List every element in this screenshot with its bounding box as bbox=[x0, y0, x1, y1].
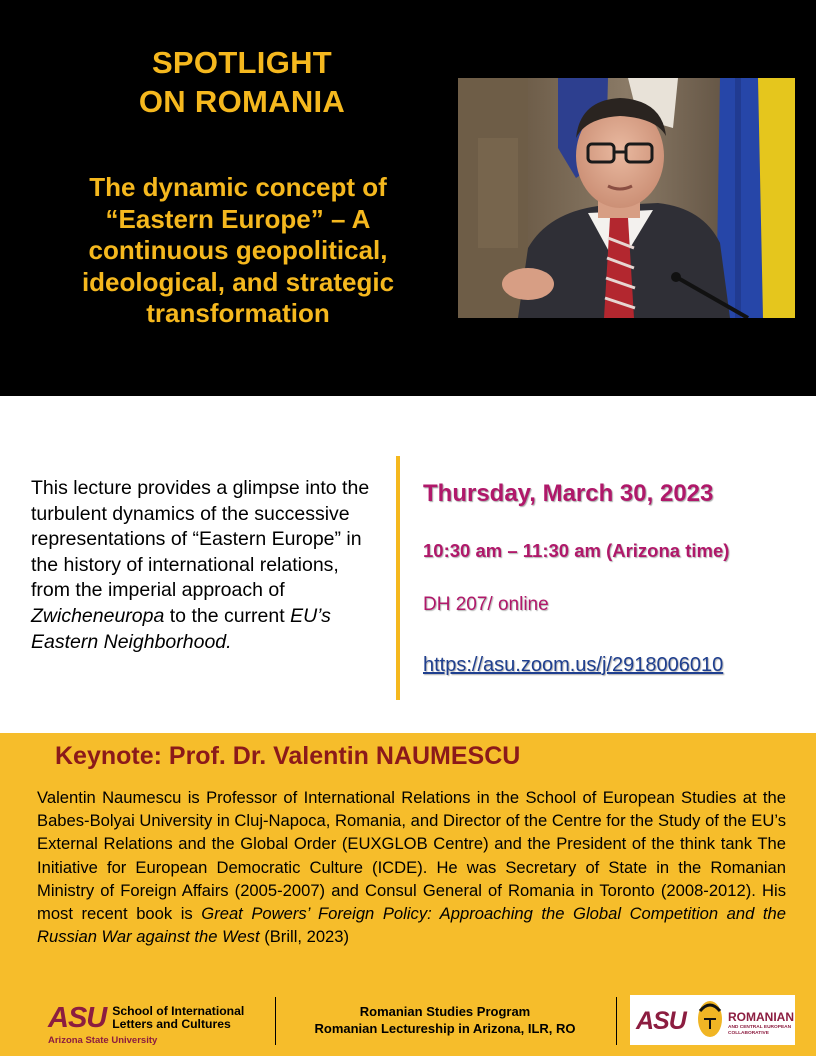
speaker-photo bbox=[458, 78, 795, 318]
spotlight-line-1: SPOTLIGHT bbox=[151, 45, 333, 80]
event-location: DH 207/ online bbox=[423, 594, 549, 615]
footer-divider bbox=[275, 997, 276, 1045]
book-title: Great Powers’ Foreign Policy: Approaching the Global Competition and the Russian War against the West bbox=[37, 904, 786, 947]
event-time: 10:30 am – 11:30 am (Arizona time) bbox=[423, 540, 730, 561]
asu-silc-logo bbox=[48, 1003, 244, 1033]
asu-logo-mark: ASU bbox=[48, 1002, 107, 1034]
rom-logo-subtitle: AND CENTRAL EUROPEAN COLLABORATIVE bbox=[728, 1025, 792, 1036]
book-suffix: (Brill, 2023) bbox=[259, 927, 350, 947]
lecture-title-line: “Eastern Europe” – A bbox=[105, 203, 371, 234]
school-name bbox=[112, 1005, 244, 1031]
footer-divider bbox=[616, 997, 617, 1045]
lecture-title-line: transformation bbox=[146, 298, 330, 328]
keynote-heading: Keynote: Prof. Dr. Valentin NAUMESCU bbox=[55, 742, 521, 770]
university-name: Arizona State University bbox=[48, 1035, 158, 1046]
school-name-line-2: Letters and Cultures bbox=[112, 1017, 231, 1031]
rom-logo-word: ROMANIAN bbox=[728, 1010, 794, 1024]
speaker-photo-illustration bbox=[458, 78, 795, 318]
lecture-title-line: continuous geopolitical, bbox=[88, 235, 388, 265]
description-term-2: EU’s Eastern Neighborhood. bbox=[31, 604, 331, 653]
program-line-1: Romanian Studies Program bbox=[359, 1004, 531, 1019]
school-name-line-1: School of International bbox=[112, 1004, 245, 1018]
romanian-collaborative-logo bbox=[630, 995, 795, 1045]
bio-text: Valentin Naumescu is Professor of International Relations in the School of European Studies at the Babes-Bolyai University in Cluj-Napoca, Romania, and Director of the Centre for the Study of the EU’s External Relations and the Global Order (EUXGLOB Centre) and the President of the think tank The Initiative for European Democratic Culture (ICDE). He was Secretary of State in the Romanian Ministry of Foreign Affairs (2005-2007) and Consul General of Romania in Toronto (2008-2012). His most recent book is bbox=[37, 788, 786, 924]
lecture-title-line: ideological, and strategic bbox=[81, 266, 395, 297]
spotlight-line-2: ON ROMANIA bbox=[138, 84, 346, 119]
description-term: Zwicheneuropa bbox=[31, 604, 165, 627]
rom-asu-mark: ASU bbox=[636, 1007, 686, 1035]
description-middle: to the current bbox=[164, 604, 291, 627]
brancusi-head-icon bbox=[692, 997, 728, 1043]
spotlight-heading bbox=[40, 43, 444, 121]
event-date: Thursday, March 30, 2023 bbox=[423, 480, 714, 507]
lecture-description bbox=[31, 476, 376, 655]
program-line-2: Romanian Lectureship in Arizona, ILR, RO bbox=[314, 1021, 576, 1036]
speaker-bio bbox=[37, 786, 786, 948]
lecture-title-line: The dynamic concept of bbox=[89, 172, 387, 202]
vertical-divider bbox=[396, 456, 400, 700]
program-info bbox=[280, 1003, 610, 1037]
lecture-title bbox=[28, 172, 448, 330]
zoom-link[interactable]: https://asu.zoom.us/j/2918006010 bbox=[423, 654, 724, 676]
description-intro: This lecture provides a glimpse into the turbulent dynamics of the successive representations of “Eastern Europe” in the history of international relations, from the imperial approach of bbox=[31, 477, 370, 602]
